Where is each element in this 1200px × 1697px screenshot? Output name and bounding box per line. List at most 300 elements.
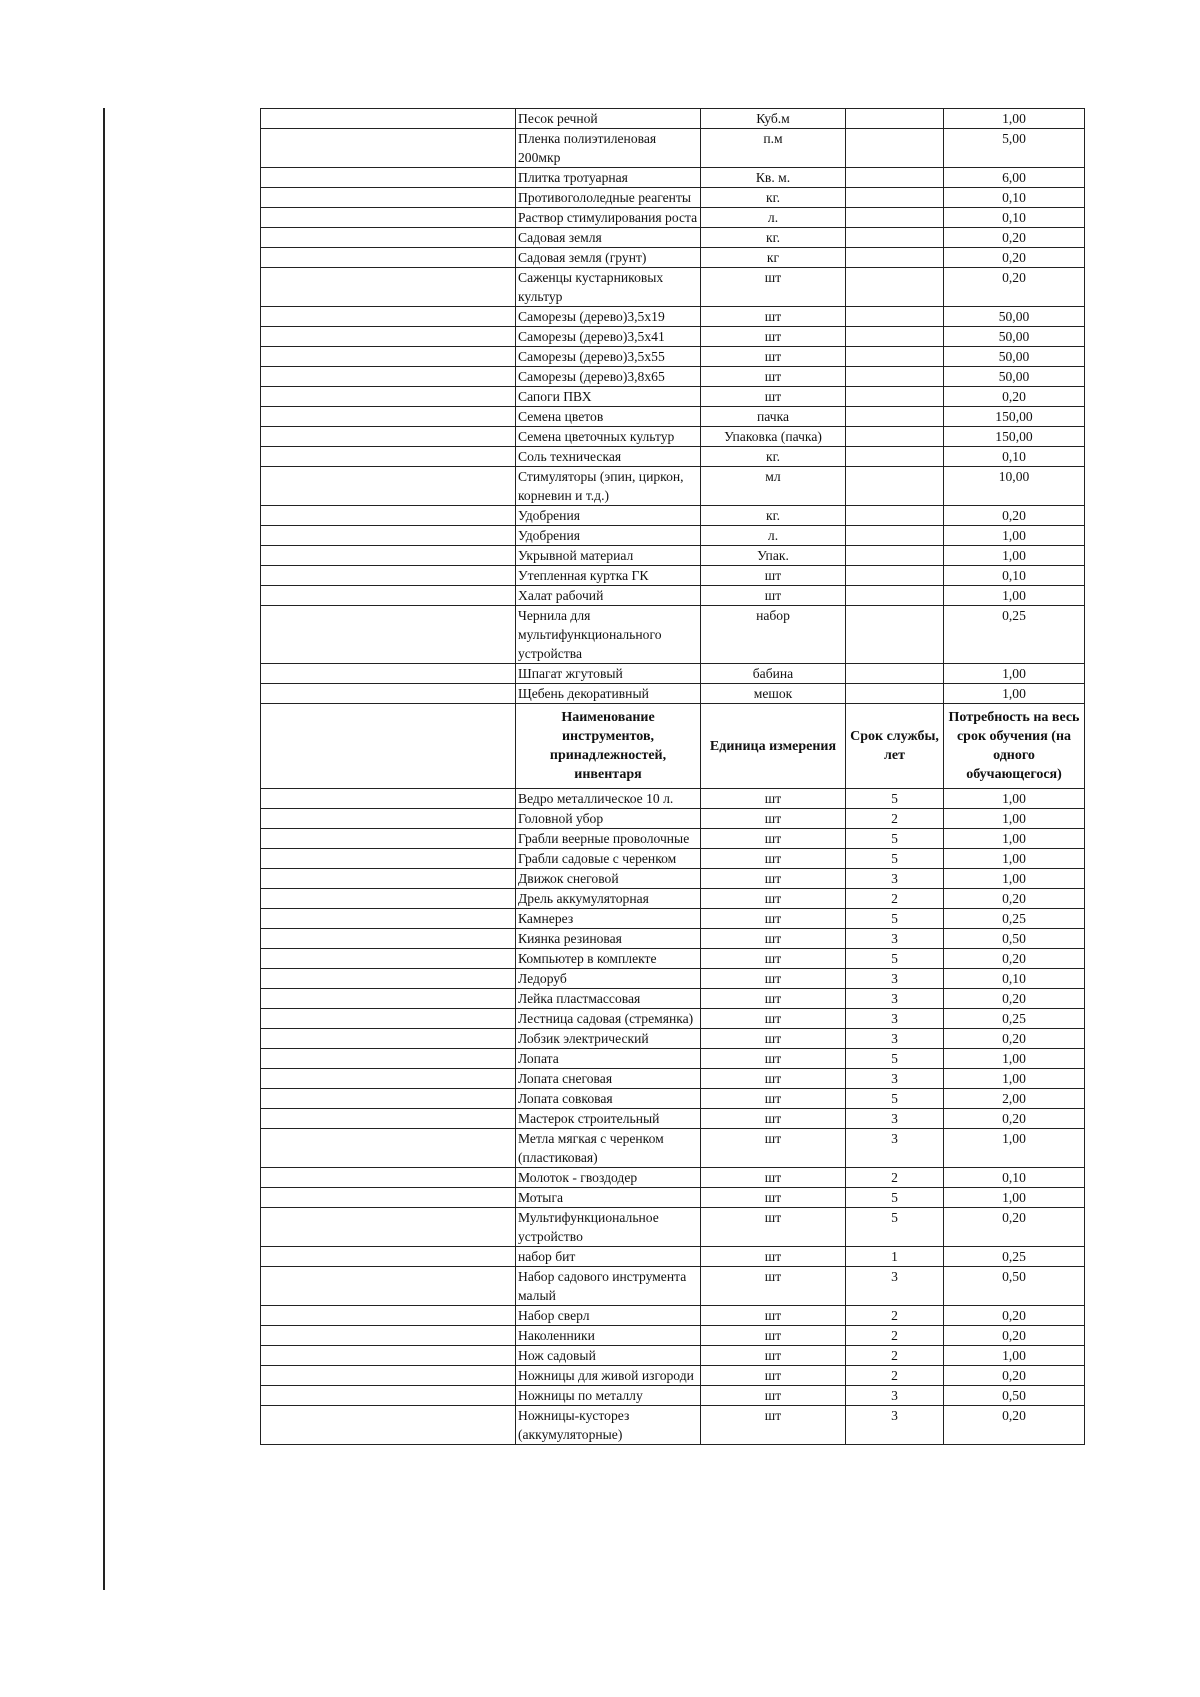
item-unit: шт [701, 1009, 846, 1029]
item-term: 5 [846, 949, 944, 969]
tool-row [261, 909, 1085, 929]
material-row [261, 109, 1085, 129]
item-unit: шт [701, 789, 846, 809]
item-term: 3 [846, 1406, 944, 1445]
item-term: 3 [846, 969, 944, 989]
empty-cell [261, 606, 516, 664]
material-row [261, 546, 1085, 566]
item-qty: 1,00 [944, 829, 1085, 849]
item-name: Молоток - гвоздодер [516, 1168, 701, 1188]
item-term: 5 [846, 829, 944, 849]
item-term [846, 248, 944, 268]
empty-cell [261, 188, 516, 208]
item-unit: Кв. м. [701, 168, 846, 188]
item-name: Грабли веерные проволочные [516, 829, 701, 849]
item-term: 5 [846, 1188, 944, 1208]
tool-row [261, 969, 1085, 989]
item-unit: шт [701, 566, 846, 586]
item-term: 3 [846, 869, 944, 889]
item-name: Набор сверл [516, 1306, 701, 1326]
item-qty: 150,00 [944, 427, 1085, 447]
tool-row [261, 809, 1085, 829]
material-row [261, 684, 1085, 704]
item-name: Мастерок строительный [516, 1109, 701, 1129]
item-name: Саморезы (дерево)3,5х41 [516, 327, 701, 347]
item-name: Чернила для мультифункционального устройства [516, 606, 701, 664]
item-qty: 0,20 [944, 949, 1085, 969]
item-qty: 6,00 [944, 168, 1085, 188]
item-unit: шт [701, 969, 846, 989]
empty-cell [261, 447, 516, 467]
item-qty: 150,00 [944, 407, 1085, 427]
tool-row [261, 1168, 1085, 1188]
material-row [261, 347, 1085, 367]
empty-cell [261, 949, 516, 969]
item-unit: шт [701, 1386, 846, 1406]
item-name: Щебень декоративный [516, 684, 701, 704]
item-qty: 0,20 [944, 268, 1085, 307]
item-qty: 1,00 [944, 684, 1085, 704]
material-row [261, 467, 1085, 506]
empty-cell [261, 1188, 516, 1208]
empty-cell [261, 1406, 516, 1445]
item-qty: 0,20 [944, 228, 1085, 248]
empty-cell [261, 307, 516, 327]
item-term [846, 168, 944, 188]
header-empty-cell [261, 704, 516, 789]
tool-row [261, 1009, 1085, 1029]
item-qty: 2,00 [944, 1089, 1085, 1109]
tool-row [261, 1029, 1085, 1049]
item-unit: шт [701, 586, 846, 606]
item-qty: 0,25 [944, 606, 1085, 664]
item-unit: кг. [701, 188, 846, 208]
empty-cell [261, 1109, 516, 1129]
item-term: 2 [846, 889, 944, 909]
item-term [846, 467, 944, 506]
empty-cell [261, 664, 516, 684]
material-row [261, 168, 1085, 188]
empty-cell [261, 1386, 516, 1406]
item-unit: шт [701, 1346, 846, 1366]
item-qty: 0,10 [944, 1168, 1085, 1188]
item-term [846, 566, 944, 586]
material-row [261, 526, 1085, 546]
material-row [261, 188, 1085, 208]
empty-cell [261, 586, 516, 606]
item-qty: 1,00 [944, 109, 1085, 129]
item-unit: шт [701, 1089, 846, 1109]
material-row [261, 407, 1085, 427]
empty-cell [261, 1069, 516, 1089]
item-unit: шт [701, 929, 846, 949]
item-qty: 1,00 [944, 1188, 1085, 1208]
tool-row [261, 849, 1085, 869]
item-unit: шт [701, 268, 846, 307]
item-unit: шт [701, 829, 846, 849]
tool-row [261, 1406, 1085, 1445]
tool-row [261, 869, 1085, 889]
item-term [846, 546, 944, 566]
item-term: 3 [846, 1129, 944, 1168]
empty-cell [261, 387, 516, 407]
item-qty: 0,20 [944, 248, 1085, 268]
item-term: 5 [846, 849, 944, 869]
item-unit: шт [701, 1029, 846, 1049]
item-qty: 0,25 [944, 909, 1085, 929]
item-unit: шт [701, 1188, 846, 1208]
item-qty: 1,00 [944, 849, 1085, 869]
item-name: Пленка полиэтиленовая 200мкр [516, 129, 701, 168]
item-unit: шт [701, 367, 846, 387]
tools-section [261, 789, 1085, 1445]
item-term: 3 [846, 1267, 944, 1306]
item-name: Лобзик электрический [516, 1029, 701, 1049]
material-row [261, 447, 1085, 467]
item-unit: шт [701, 889, 846, 909]
tool-row [261, 1188, 1085, 1208]
material-row [261, 208, 1085, 228]
tool-row [261, 789, 1085, 809]
empty-cell [261, 566, 516, 586]
empty-cell [261, 869, 516, 889]
material-row [261, 268, 1085, 307]
item-name: Ведро металлическое 10 л. [516, 789, 701, 809]
materials-section [261, 109, 1085, 704]
item-name: Удобрения [516, 506, 701, 526]
item-qty: 0,20 [944, 1326, 1085, 1346]
item-term: 2 [846, 1168, 944, 1188]
empty-cell [261, 829, 516, 849]
item-name: Движок снеговой [516, 869, 701, 889]
item-name: Ножницы-кусторез (аккумуляторные) [516, 1406, 701, 1445]
item-qty: 0,20 [944, 1366, 1085, 1386]
item-name: Ледоруб [516, 969, 701, 989]
item-name: Сапоги ПВХ [516, 387, 701, 407]
empty-cell [261, 546, 516, 566]
item-unit: кг. [701, 228, 846, 248]
material-row [261, 387, 1085, 407]
empty-cell [261, 109, 516, 129]
tool-row [261, 989, 1085, 1009]
item-unit: шт [701, 1069, 846, 1089]
tool-row [261, 1129, 1085, 1168]
item-qty: 0,20 [944, 889, 1085, 909]
item-term [846, 506, 944, 526]
tool-row [261, 1306, 1085, 1326]
item-unit: шт [701, 1129, 846, 1168]
empty-cell [261, 427, 516, 447]
empty-cell [261, 1366, 516, 1386]
item-term: 2 [846, 1306, 944, 1326]
tool-row [261, 889, 1085, 909]
item-name: Наколенники [516, 1326, 701, 1346]
item-name: Камнерез [516, 909, 701, 929]
empty-cell [261, 909, 516, 929]
item-unit: шт [701, 1406, 846, 1445]
item-term: 5 [846, 909, 944, 929]
item-name: Лестница садовая (стремянка) [516, 1009, 701, 1029]
tool-row [261, 829, 1085, 849]
empty-cell [261, 969, 516, 989]
item-name: Лопата [516, 1049, 701, 1069]
item-qty: 1,00 [944, 1346, 1085, 1366]
item-qty: 1,00 [944, 1129, 1085, 1168]
empty-cell [261, 989, 516, 1009]
item-qty: 0,50 [944, 929, 1085, 949]
item-qty: 50,00 [944, 327, 1085, 347]
empty-cell [261, 407, 516, 427]
item-unit: мешок [701, 684, 846, 704]
tool-row [261, 1069, 1085, 1089]
item-qty: 1,00 [944, 789, 1085, 809]
item-qty: 0,20 [944, 1208, 1085, 1247]
item-name: набор бит [516, 1247, 701, 1267]
empty-cell [261, 248, 516, 268]
item-name: Саморезы (дерево)3,5х55 [516, 347, 701, 367]
item-qty: 0,50 [944, 1267, 1085, 1306]
item-unit: шт [701, 307, 846, 327]
item-qty: 5,00 [944, 129, 1085, 168]
empty-cell [261, 1049, 516, 1069]
tool-row [261, 1346, 1085, 1366]
item-qty: 0,20 [944, 1029, 1085, 1049]
empty-cell [261, 809, 516, 829]
tool-row [261, 1049, 1085, 1069]
item-name: Соль техническая [516, 447, 701, 467]
item-qty: 1,00 [944, 869, 1085, 889]
item-term: 3 [846, 1029, 944, 1049]
item-qty: 1,00 [944, 664, 1085, 684]
item-name: Киянка резиновая [516, 929, 701, 949]
item-name: Мультифункциональное устройство [516, 1208, 701, 1247]
empty-cell [261, 929, 516, 949]
page-margin-rule [103, 108, 105, 1590]
empty-cell [261, 684, 516, 704]
material-row [261, 228, 1085, 248]
empty-cell [261, 268, 516, 307]
item-unit: шт [701, 909, 846, 929]
item-term [846, 307, 944, 327]
item-name: Лейка пластмассовая [516, 989, 701, 1009]
material-row [261, 664, 1085, 684]
item-qty: 50,00 [944, 367, 1085, 387]
item-term [846, 228, 944, 248]
empty-cell [261, 789, 516, 809]
empty-cell [261, 1326, 516, 1346]
item-term [846, 664, 944, 684]
material-row [261, 427, 1085, 447]
empty-cell [261, 1129, 516, 1168]
item-name: Мотыга [516, 1188, 701, 1208]
item-unit: шт [701, 949, 846, 969]
tools-header-row [261, 704, 1085, 789]
item-term: 3 [846, 1109, 944, 1129]
item-qty: 1,00 [944, 546, 1085, 566]
empty-cell [261, 1029, 516, 1049]
item-qty: 0,50 [944, 1386, 1085, 1406]
item-name: Лопата совковая [516, 1089, 701, 1109]
item-qty: 0,20 [944, 387, 1085, 407]
item-qty: 50,00 [944, 347, 1085, 367]
item-qty: 0,25 [944, 1247, 1085, 1267]
item-name: Набор садового инструмента малый [516, 1267, 701, 1306]
requirements-table [260, 108, 1085, 1445]
empty-cell [261, 129, 516, 168]
empty-cell [261, 1009, 516, 1029]
item-unit: кг. [701, 447, 846, 467]
item-unit: кг. [701, 506, 846, 526]
item-unit: шт [701, 989, 846, 1009]
item-name: Удобрения [516, 526, 701, 546]
tool-row [261, 929, 1085, 949]
item-name: Грабли садовые с черенком [516, 849, 701, 869]
item-qty: 1,00 [944, 1069, 1085, 1089]
tools-header-section [261, 704, 1085, 789]
empty-cell [261, 506, 516, 526]
item-name: Стимуляторы (эпин, циркон, корневин и т.д.) [516, 467, 701, 506]
item-term: 3 [846, 989, 944, 1009]
empty-cell [261, 1267, 516, 1306]
empty-cell [261, 347, 516, 367]
item-name: Лопата снеговая [516, 1069, 701, 1089]
item-name: Дрель аккумуляторная [516, 889, 701, 909]
item-term [846, 188, 944, 208]
empty-cell [261, 327, 516, 347]
item-unit: бабина [701, 664, 846, 684]
item-qty: 0,20 [944, 1306, 1085, 1326]
empty-cell [261, 1346, 516, 1366]
empty-cell [261, 367, 516, 387]
item-name: Раствор стимулирования роста [516, 208, 701, 228]
empty-cell [261, 1089, 516, 1109]
tool-row [261, 1089, 1085, 1109]
item-unit: шт [701, 1326, 846, 1346]
item-unit: мл [701, 467, 846, 506]
item-name: Саморезы (дерево)3,5х19 [516, 307, 701, 327]
item-term: 5 [846, 1089, 944, 1109]
item-term: 1 [846, 1247, 944, 1267]
item-term: 2 [846, 809, 944, 829]
item-term [846, 427, 944, 447]
item-name: Шпагат жгутовый [516, 664, 701, 684]
item-name: Садовая земля [516, 228, 701, 248]
empty-cell [261, 208, 516, 228]
item-unit: Упак. [701, 546, 846, 566]
item-qty: 0,20 [944, 1406, 1085, 1445]
tool-row [261, 1247, 1085, 1267]
item-term: 3 [846, 1009, 944, 1029]
item-name: Халат рабочий [516, 586, 701, 606]
material-row [261, 606, 1085, 664]
material-row [261, 307, 1085, 327]
item-unit: п.м [701, 129, 846, 168]
item-unit: л. [701, 208, 846, 228]
header-qty: Потребность на весь срок обучения (на одного обучающегося) [944, 704, 1085, 789]
tool-row [261, 949, 1085, 969]
item-name: Саженцы кустарниковых культур [516, 268, 701, 307]
item-name: Семена цветочных культур [516, 427, 701, 447]
item-term: 5 [846, 1049, 944, 1069]
item-term [846, 347, 944, 367]
item-term [846, 208, 944, 228]
material-row [261, 248, 1085, 268]
item-qty: 0,10 [944, 969, 1085, 989]
item-qty: 50,00 [944, 307, 1085, 327]
tool-row [261, 1267, 1085, 1306]
empty-cell [261, 1208, 516, 1247]
item-qty: 0,10 [944, 566, 1085, 586]
item-term: 3 [846, 929, 944, 949]
item-unit: шт [701, 809, 846, 829]
item-name: Ножницы по металлу [516, 1386, 701, 1406]
item-name: Саморезы (дерево)3,8х65 [516, 367, 701, 387]
empty-cell [261, 228, 516, 248]
item-unit: пачка [701, 407, 846, 427]
item-term [846, 407, 944, 427]
tool-row [261, 1366, 1085, 1386]
item-qty: 0,20 [944, 1109, 1085, 1129]
item-term [846, 268, 944, 307]
material-row [261, 367, 1085, 387]
item-name: Метла мягкая с черенком (пластиковая) [516, 1129, 701, 1168]
item-term [846, 129, 944, 168]
item-unit: шт [701, 1306, 846, 1326]
item-term: 2 [846, 1326, 944, 1346]
header-unit: Единица измерения [701, 704, 846, 789]
material-row [261, 129, 1085, 168]
item-name: Ножницы для живой изгороди [516, 1366, 701, 1386]
item-term [846, 109, 944, 129]
item-unit: шт [701, 1049, 846, 1069]
item-qty: 1,00 [944, 586, 1085, 606]
item-term: 3 [846, 1069, 944, 1089]
item-qty: 0,20 [944, 506, 1085, 526]
item-unit: шт [701, 1366, 846, 1386]
item-name: Утепленная куртка ГК [516, 566, 701, 586]
item-name: Песок речной [516, 109, 701, 129]
item-unit: шт [701, 347, 846, 367]
tool-row [261, 1386, 1085, 1406]
material-row [261, 566, 1085, 586]
item-unit: шт [701, 1267, 846, 1306]
item-qty: 1,00 [944, 809, 1085, 829]
item-name: Плитка тротуарная [516, 168, 701, 188]
item-term [846, 526, 944, 546]
item-qty: 0,25 [944, 1009, 1085, 1029]
header-name: Наименование инструментов, принадлежностей, инвентаря [516, 704, 701, 789]
empty-cell [261, 467, 516, 506]
empty-cell [261, 849, 516, 869]
item-unit: шт [701, 1109, 846, 1129]
item-unit: шт [701, 1208, 846, 1247]
empty-cell [261, 889, 516, 909]
item-term [846, 327, 944, 347]
item-qty: 1,00 [944, 1049, 1085, 1069]
tool-row [261, 1326, 1085, 1346]
empty-cell [261, 1306, 516, 1326]
empty-cell [261, 526, 516, 546]
item-name: Семена цветов [516, 407, 701, 427]
item-term: 2 [846, 1366, 944, 1386]
item-unit: кг [701, 248, 846, 268]
empty-cell [261, 1168, 516, 1188]
item-unit: Куб.м [701, 109, 846, 129]
item-unit: шт [701, 327, 846, 347]
item-unit: шт [701, 1247, 846, 1267]
empty-cell [261, 168, 516, 188]
item-name: Садовая земля (грунт) [516, 248, 701, 268]
